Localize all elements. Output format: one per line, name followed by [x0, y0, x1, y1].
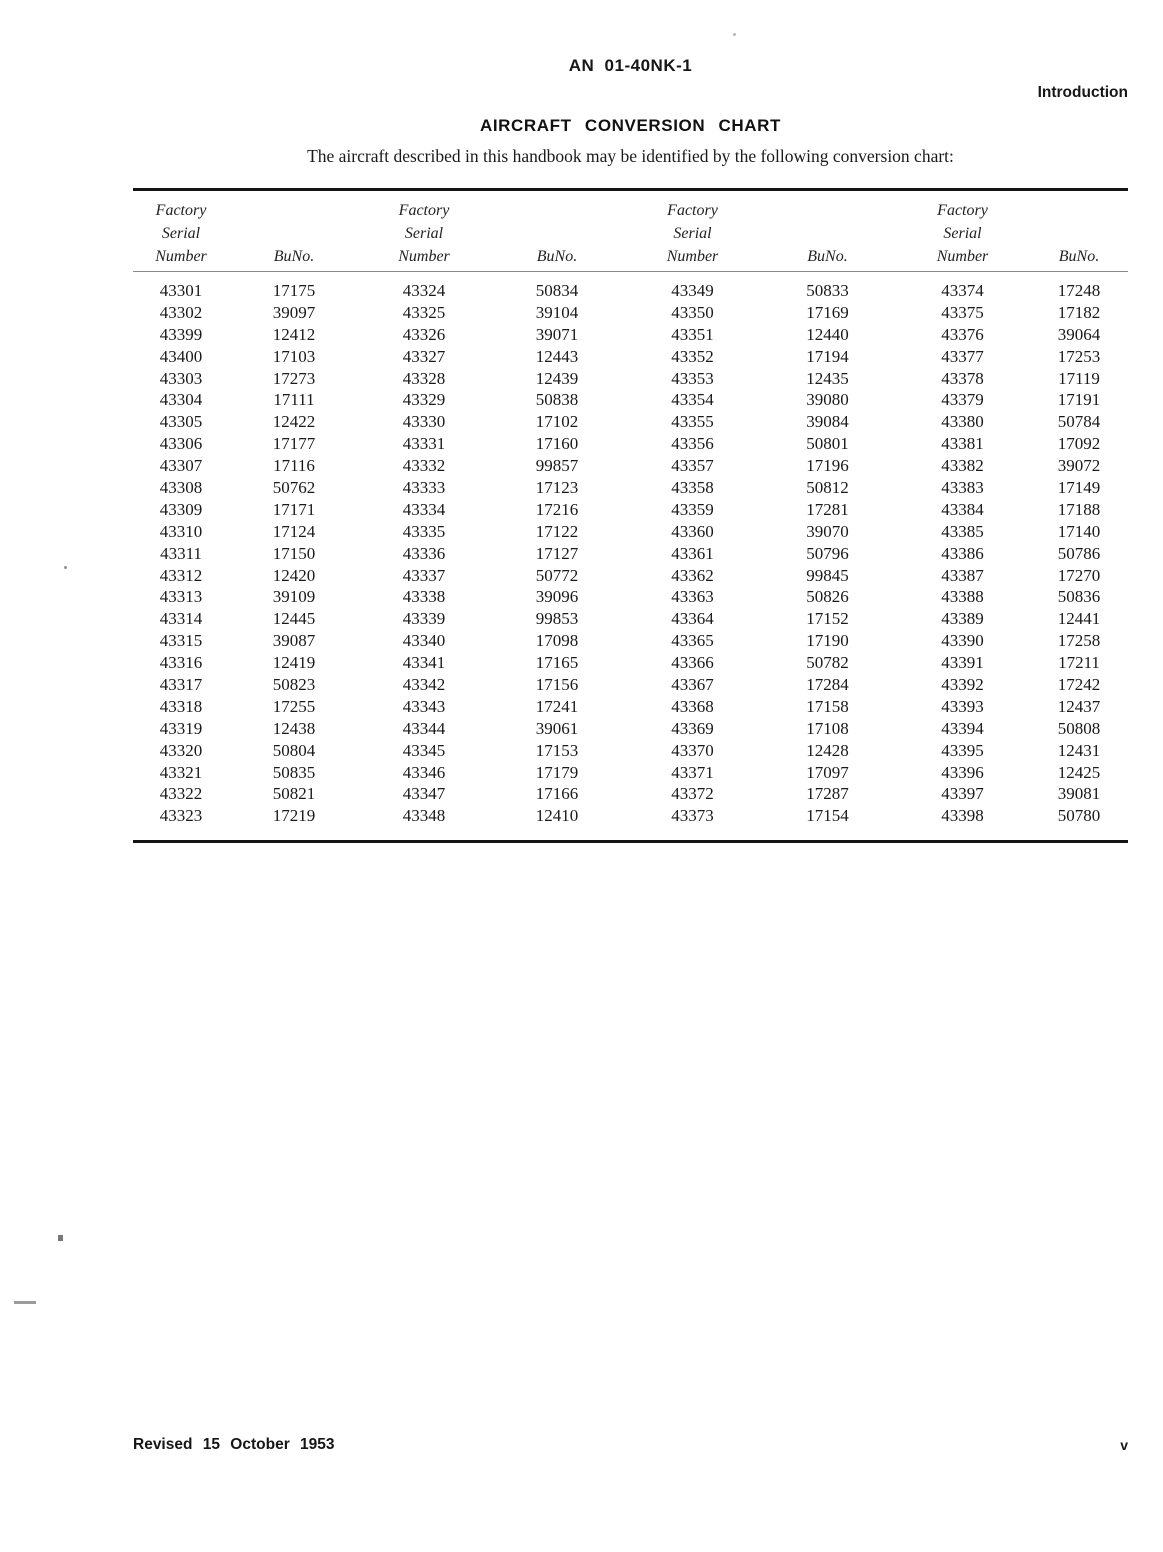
buno-cell: 17103: [272, 346, 316, 366]
factory-serial-cell: 43369: [671, 718, 714, 738]
factory-serial-cell: 43329: [402, 390, 446, 410]
factory-serial-cell: 43342: [402, 675, 446, 695]
factory-serial-cell: 43372: [671, 784, 714, 804]
buno-cell: 17219: [272, 806, 316, 826]
buno-cell: 17182: [1057, 302, 1101, 322]
buno-cell: 17119: [1058, 368, 1100, 388]
factory-serial-cell: 43322: [159, 784, 203, 804]
buno-cell: 12439: [535, 368, 579, 388]
factory-serial-cell: 43371: [671, 762, 714, 782]
buno-cell: 99853: [535, 609, 579, 629]
table-top-rule: [133, 188, 1128, 191]
factory-serial-cell: 43355: [671, 412, 714, 432]
factory-serial-cell: 43370: [671, 740, 714, 760]
buno-cell: 12431: [1057, 740, 1101, 760]
buno-cell: 39084: [806, 412, 849, 432]
buno-cell: 50801: [806, 434, 849, 454]
factory-serial-cell: 43396: [941, 762, 984, 782]
revision-date: Revised 15 October 1953: [133, 1436, 335, 1453]
buno-cell: 12428: [806, 740, 849, 760]
table-header-rule: [133, 271, 1128, 272]
factory-serial-cell: 43316: [159, 653, 203, 673]
buno-cell: 50821: [272, 784, 316, 804]
column-header-buno: BuNo.: [1058, 248, 1100, 265]
factory-serial-cell: 43308: [159, 478, 203, 498]
buno-cell: 17281: [806, 499, 849, 519]
buno-cell: 12425: [1057, 762, 1101, 782]
buno-cell: 50826: [806, 587, 849, 607]
page-number: v: [1120, 1437, 1128, 1453]
buno-cell: 17102: [535, 412, 579, 432]
factory-serial-cell: 43331: [402, 434, 446, 454]
buno-cell: 50782: [806, 653, 849, 673]
factory-serial-cell: 43323: [159, 806, 203, 826]
factory-serial-cell: 43318: [159, 696, 203, 716]
buno-cell: 17253: [1057, 346, 1101, 366]
buno-cell: 12412: [272, 324, 316, 344]
factory-serial-cell: 43334: [402, 499, 446, 519]
column-header-buno: BuNo.: [807, 248, 848, 265]
buno-cell: 17092: [1057, 434, 1101, 454]
buno-cell: 50836: [1057, 587, 1101, 607]
buno-cell: 12438: [272, 718, 316, 738]
factory-serial-cell: 43332: [402, 456, 446, 476]
factory-serial-cell: 43304: [159, 390, 203, 410]
buno-cell: 17169: [806, 302, 849, 322]
buno-cell: 17287: [806, 784, 849, 804]
factory-serial-cell: 43344: [402, 718, 446, 738]
buno-cell: 17116: [273, 456, 315, 476]
buno-cell: 12420: [272, 565, 316, 585]
factory-serial-cell: 43359: [671, 499, 714, 519]
factory-serial-cell: 43365: [671, 631, 714, 651]
factory-serial-cell: 43324: [402, 281, 446, 300]
factory-serial-cell: 43382: [941, 456, 984, 476]
buno-cell: 39081: [1057, 784, 1101, 804]
buno-cell: 50786: [1057, 543, 1101, 563]
buno-cell: 17177: [272, 434, 316, 454]
factory-serial-cell: 43327: [402, 346, 446, 366]
buno-cell: 39061: [535, 718, 579, 738]
buno-cell: 17255: [272, 696, 316, 716]
factory-serial-cell: 43395: [941, 740, 984, 760]
factory-serial-cell: 43347: [402, 784, 446, 804]
scan-artifact: [58, 1235, 63, 1241]
buno-cell: 17216: [535, 499, 579, 519]
factory-serial-cell: 43338: [402, 587, 446, 607]
buno-cell: 50834: [535, 281, 579, 300]
factory-serial-cell: 43368: [671, 696, 714, 716]
factory-serial-cell: 43385: [941, 521, 984, 541]
factory-serial-cell: 43392: [941, 675, 984, 695]
factory-serial-cell: 43328: [402, 368, 446, 388]
column-header-buno: BuNo.: [273, 248, 315, 265]
factory-serial-cell: 43390: [941, 631, 984, 651]
factory-serial-cell: 43391: [941, 653, 984, 673]
factory-serial-cell: 43325: [402, 302, 446, 322]
buno-cell: 39109: [272, 587, 316, 607]
buno-cell: 17156: [535, 675, 579, 695]
factory-serial-cell: 43309: [159, 499, 203, 519]
buno-cell: 17191: [1057, 390, 1101, 410]
buno-cell: 12419: [272, 653, 316, 673]
buno-cell: 17154: [806, 806, 849, 826]
buno-cell: 39072: [1057, 456, 1101, 476]
factory-serial-cell: 43337: [402, 565, 446, 585]
factory-serial-cell: 43388: [941, 587, 984, 607]
buno-cell: 99857: [535, 456, 579, 476]
factory-serial-cell: 43352: [671, 346, 714, 366]
factory-serial-cell: 43381: [941, 434, 984, 454]
buno-cell: 17140: [1057, 521, 1101, 541]
factory-serial-cell: 43321: [159, 762, 203, 782]
buno-cell: 17241: [535, 696, 579, 716]
buno-cell: 17153: [535, 740, 579, 760]
factory-serial-cell: 43394: [941, 718, 984, 738]
buno-cell: 17196: [806, 456, 849, 476]
buno-cell: 50812: [806, 478, 849, 498]
buno-cell: 17270: [1057, 565, 1101, 585]
buno-cell: 39064: [1057, 324, 1101, 344]
buno-cell: 17165: [535, 653, 579, 673]
factory-serial-cell: 43319: [159, 718, 203, 738]
factory-serial-cell: 43343: [402, 696, 446, 716]
buno-cell: 39087: [272, 631, 316, 651]
section-label: Introduction: [1037, 84, 1128, 101]
factory-serial-cell: 43354: [671, 390, 714, 410]
conversion-table-body: [133, 281, 1128, 828]
factory-serial-cell: 43345: [402, 740, 446, 760]
factory-serial-cell: 43373: [671, 806, 714, 826]
factory-serial-cell: 43361: [671, 543, 714, 563]
buno-cell: 17211: [1058, 653, 1100, 673]
factory-serial-cell: 43311: [160, 543, 202, 563]
buno-cell: 17188: [1057, 499, 1101, 519]
buno-cell: 17097: [806, 762, 849, 782]
buno-cell: 17124: [272, 521, 316, 541]
factory-serial-cell: 43353: [671, 368, 714, 388]
buno-cell: 17108: [806, 718, 849, 738]
factory-serial-cell: 43357: [671, 456, 714, 476]
buno-cell: 17284: [806, 675, 849, 695]
buno-cell: 17166: [535, 784, 579, 804]
factory-serial-cell: 43389: [941, 609, 984, 629]
column-header-factory-serial-number: Factory Serial Number: [666, 202, 719, 265]
buno-cell: 12435: [806, 368, 849, 388]
intro-text: The aircraft described in this handbook may be identified by the following conversion chart:: [307, 146, 954, 166]
factory-serial-cell: 43310: [159, 521, 203, 541]
buno-cell: 17194: [806, 346, 849, 366]
buno-cell: 17242: [1057, 675, 1101, 695]
buno-cell: 99845: [806, 565, 849, 585]
factory-serial-cell: 43330: [402, 412, 446, 432]
buno-cell: 17152: [806, 609, 849, 629]
factory-serial-cell: 43397: [941, 784, 984, 804]
factory-serial-cell: 43346: [402, 762, 446, 782]
page-title: AIRCRAFT CONVERSION CHART: [479, 116, 782, 135]
buno-cell: 17111: [273, 390, 315, 410]
factory-serial-cell: 43378: [941, 368, 984, 388]
factory-serial-cell: 43350: [671, 302, 714, 322]
factory-serial-cell: 43358: [671, 478, 714, 498]
scan-artifact: [733, 33, 736, 36]
buno-cell: 12440: [806, 324, 849, 344]
buno-cell: 17150: [272, 543, 316, 563]
buno-cell: 17175: [272, 281, 316, 300]
factory-serial-cell: 43386: [941, 543, 984, 563]
scan-artifact: [14, 1301, 36, 1304]
buno-cell: 17179: [535, 762, 579, 782]
factory-serial-cell: 43315: [159, 631, 203, 651]
factory-serial-cell: 43383: [941, 478, 984, 498]
factory-serial-cell: 43326: [402, 324, 446, 344]
factory-serial-cell: 43367: [671, 675, 714, 695]
buno-cell: 39096: [535, 587, 579, 607]
factory-serial-cell: 43306: [159, 434, 203, 454]
factory-serial-cell: 43336: [402, 543, 446, 563]
factory-serial-cell: 43384: [941, 499, 984, 519]
buno-cell: 50808: [1057, 718, 1101, 738]
buno-cell: 12422: [272, 412, 316, 432]
doc-number: AN 01-40NK-1: [568, 56, 693, 75]
column-header-factory-serial-number: Factory Serial Number: [398, 202, 450, 265]
factory-serial-cell: 43312: [159, 565, 203, 585]
buno-cell: 50796: [806, 543, 849, 563]
factory-serial-cell: 43301: [159, 281, 203, 300]
factory-serial-cell: 43400: [159, 346, 203, 366]
buno-cell: 12441: [1057, 609, 1101, 629]
buno-cell: 17158: [806, 696, 849, 716]
factory-serial-cell: 43302: [159, 302, 203, 322]
factory-serial-cell: 43393: [941, 696, 984, 716]
buno-cell: 39071: [535, 324, 579, 344]
buno-cell: 50838: [535, 390, 579, 410]
factory-serial-cell: 43366: [671, 653, 714, 673]
factory-serial-cell: 43333: [402, 478, 446, 498]
buno-cell: 39070: [806, 521, 849, 541]
factory-serial-cell: 43356: [671, 434, 714, 454]
factory-serial-cell: 43340: [402, 631, 446, 651]
buno-cell: 50835: [272, 762, 316, 782]
factory-serial-cell: 43398: [941, 806, 984, 826]
column-header-factory-serial-number: Factory Serial Number: [936, 202, 989, 265]
factory-serial-cell: 43339: [402, 609, 446, 629]
buno-cell: 17149: [1057, 478, 1101, 498]
factory-serial-cell: 43314: [159, 609, 203, 629]
buno-cell: 50772: [535, 565, 579, 585]
conversion-table-header: [133, 199, 1128, 268]
table-bottom-rule: [133, 840, 1128, 843]
factory-serial-cell: 43380: [941, 412, 984, 432]
buno-cell: 17190: [806, 631, 849, 651]
buno-cell: 17248: [1057, 281, 1101, 300]
factory-serial-cell: 43351: [671, 324, 714, 344]
buno-cell: 17171: [272, 499, 316, 519]
buno-cell: 39080: [806, 390, 849, 410]
buno-cell: 50784: [1057, 412, 1101, 432]
factory-serial-cell: 43305: [159, 412, 203, 432]
buno-cell: 17098: [535, 631, 579, 651]
factory-serial-cell: 43303: [159, 368, 203, 388]
factory-serial-cell: 43349: [671, 281, 714, 300]
factory-serial-cell: 43387: [941, 565, 984, 585]
buno-cell: 17127: [535, 543, 579, 563]
factory-serial-cell: 43341: [402, 653, 446, 673]
buno-cell: 17258: [1057, 631, 1101, 651]
factory-serial-cell: 43375: [941, 302, 984, 322]
factory-serial-cell: 43320: [159, 740, 203, 760]
factory-serial-cell: 43362: [671, 565, 714, 585]
factory-serial-cell: 43335: [402, 521, 446, 541]
factory-serial-cell: 43364: [671, 609, 714, 629]
factory-serial-cell: 43348: [402, 806, 446, 826]
buno-cell: 50762: [272, 478, 316, 498]
buno-cell: 12410: [535, 806, 579, 826]
factory-serial-cell: 43376: [941, 324, 984, 344]
factory-serial-cell: 43399: [159, 324, 203, 344]
factory-serial-cell: 43360: [671, 521, 714, 541]
buno-cell: 50833: [806, 281, 849, 300]
buno-cell: 12443: [535, 346, 579, 366]
factory-serial-cell: 43313: [159, 587, 203, 607]
buno-cell: 12445: [272, 609, 316, 629]
factory-serial-cell: 43377: [941, 346, 984, 366]
buno-cell: 50804: [272, 740, 316, 760]
scan-artifact: [64, 566, 67, 569]
buno-cell: 17122: [535, 521, 579, 541]
buno-cell: 17273: [272, 368, 316, 388]
buno-cell: 12437: [1057, 696, 1101, 716]
buno-cell: 50823: [272, 675, 316, 695]
buno-cell: 17123: [535, 478, 579, 498]
buno-cell: 39097: [272, 302, 316, 322]
factory-serial-cell: 43307: [159, 456, 203, 476]
buno-cell: 50780: [1057, 806, 1101, 826]
factory-serial-cell: 43363: [671, 587, 714, 607]
buno-cell: 39104: [535, 302, 579, 322]
column-header-factory-serial-number: Factory Serial Number: [155, 202, 207, 265]
factory-serial-cell: 43379: [941, 390, 984, 410]
factory-serial-cell: 43317: [159, 675, 203, 695]
buno-cell: 17160: [535, 434, 579, 454]
factory-serial-cell: 43374: [941, 281, 984, 300]
column-header-buno: BuNo.: [536, 248, 578, 265]
